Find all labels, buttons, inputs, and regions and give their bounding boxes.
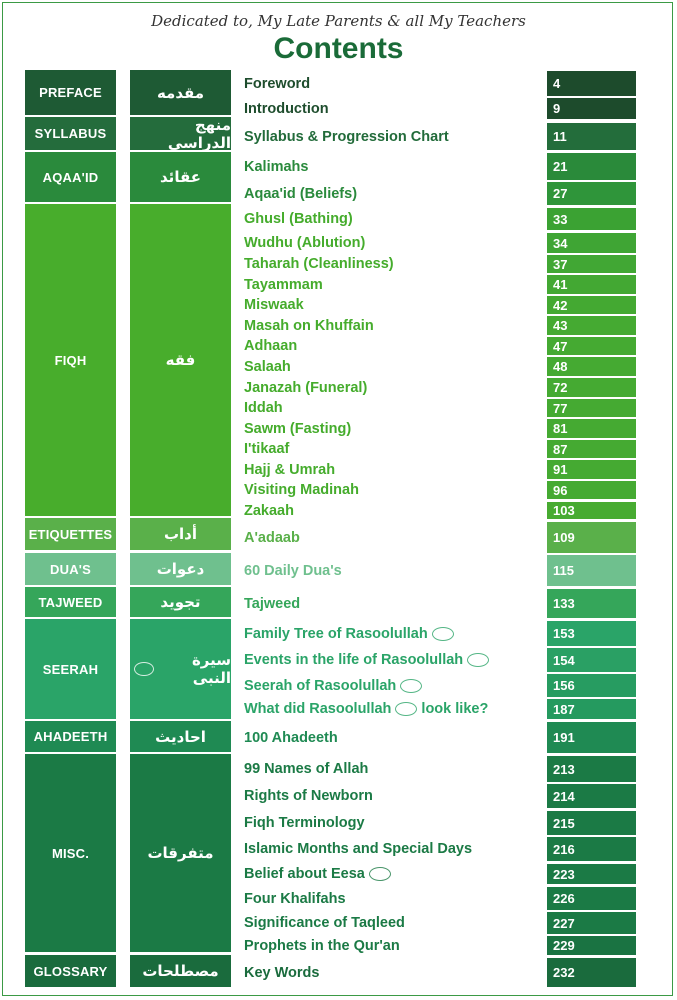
section-label: DUA'S	[25, 553, 116, 585]
toc-entry-title: Janazah (Funeral)	[244, 380, 368, 396]
page-number[interactable]: 215	[547, 811, 636, 835]
toc-entry-title: Islamic Months and Special Days	[244, 841, 473, 857]
toc-entry[interactable]	[244, 185, 357, 203]
toc-entry-title: Events in the life of Rasoolullah	[244, 652, 464, 668]
toc-entry[interactable]	[244, 440, 289, 458]
section-label-arabic: عقائد	[130, 152, 231, 202]
section-label-arabic: فقه	[130, 204, 231, 516]
page-number[interactable]: 216	[547, 837, 636, 861]
salutation-calligraphy-icon	[467, 653, 489, 667]
toc-entry-title: Masah on Khuffain	[244, 318, 374, 334]
section-label: TAJWEED	[25, 587, 116, 617]
toc-entry[interactable]	[244, 651, 493, 669]
page-number[interactable]: 153	[547, 621, 636, 646]
toc-entry-title: Kalimahs	[244, 159, 309, 175]
salutation-calligraphy-icon	[134, 662, 154, 676]
section-label: FIQH	[25, 204, 116, 516]
page-number[interactable]: 9	[547, 98, 636, 119]
section-label-arabic: مقدمه	[130, 70, 231, 115]
toc-entry-title: Belief about Eesa	[244, 866, 365, 882]
toc-entry[interactable]	[244, 840, 472, 858]
toc-entry[interactable]	[244, 317, 374, 335]
toc-entry[interactable]	[244, 865, 395, 883]
toc-entry[interactable]	[244, 399, 283, 417]
toc-entry-title: Miswaak	[244, 297, 304, 313]
toc-entry-title: Four Khalifahs	[244, 891, 346, 907]
page-number[interactable]: 4	[547, 71, 636, 96]
toc-entry[interactable]	[244, 158, 308, 176]
page-number[interactable]: 77	[547, 399, 636, 417]
page-number[interactable]: 226	[547, 887, 636, 910]
page-title: Contents	[273, 32, 404, 65]
toc-entry[interactable]	[244, 502, 294, 520]
toc-entry[interactable]	[244, 937, 400, 955]
toc-entry[interactable]	[244, 296, 304, 314]
toc-entry[interactable]	[244, 787, 373, 805]
toc-entry[interactable]	[244, 529, 300, 547]
toc-entry-title: Ghusl (Bathing)	[244, 211, 353, 227]
toc-entry[interactable]	[244, 337, 297, 355]
toc-entry[interactable]	[244, 128, 449, 146]
salutation-calligraphy-icon	[432, 627, 454, 641]
page-number[interactable]: 48	[547, 357, 636, 376]
page-number[interactable]: 41	[547, 275, 636, 294]
page-number[interactable]: 72	[547, 378, 636, 397]
toc-entry[interactable]	[244, 255, 394, 273]
toc-entry[interactable]	[244, 210, 353, 228]
page-number[interactable]: 37	[547, 255, 636, 273]
section-label: GLOSSARY	[25, 955, 116, 987]
toc-entry-title: Introduction	[244, 101, 329, 117]
page-number[interactable]: 47	[547, 337, 636, 355]
toc-entry-title: Salaah	[244, 359, 291, 375]
toc-entry-title: Adhaan	[244, 338, 298, 354]
toc-entry-title: Syllabus & Progression Chart	[244, 129, 449, 145]
toc-entry-title: Rights of Newborn	[244, 788, 373, 804]
toc-entry[interactable]	[244, 595, 300, 613]
toc-entry-title: What did Rasoolullah	[244, 701, 392, 717]
toc-entry[interactable]	[244, 100, 329, 118]
section-label-arabic: تجويد	[130, 587, 231, 617]
toc-entry[interactable]	[244, 814, 365, 832]
toc-entry[interactable]	[244, 379, 367, 397]
page-number[interactable]: 229	[547, 936, 636, 955]
section-label: ETIQUETTES	[25, 518, 116, 550]
section-label: SYLLABUS	[25, 117, 116, 150]
toc-entry-title: Wudhu (Ablution)	[244, 235, 366, 251]
toc-entry[interactable]	[244, 358, 291, 376]
toc-entry[interactable]	[244, 677, 426, 695]
toc-entry-title: Prophets in the Qur'an	[244, 938, 400, 954]
section-label-arabic: احاديث	[130, 721, 231, 752]
salutation-calligraphy-icon	[369, 867, 391, 881]
toc-entry-title: Seerah of Rasoolullah	[244, 678, 397, 694]
page-number[interactable]: 154	[547, 648, 636, 672]
page-number[interactable]: 11	[547, 123, 636, 150]
toc-entry[interactable]	[244, 729, 338, 747]
toc-entry[interactable]	[244, 75, 310, 93]
page-number[interactable]: 223	[547, 864, 636, 884]
page-number[interactable]: 96	[547, 481, 636, 499]
section-label-arabic: سيرة النبى	[130, 619, 231, 719]
toc-entry-title-suffix: look like?	[421, 701, 489, 717]
toc-entry-title: 99 Names of Allah	[244, 761, 369, 777]
section-label: AHADEETH	[25, 721, 116, 752]
toc-entry-title: Family Tree of Rasoolullah	[244, 626, 428, 642]
toc-entry-title: Key Words	[244, 965, 320, 981]
toc-entry[interactable]	[244, 964, 319, 982]
toc-entry[interactable]	[244, 700, 488, 718]
toc-entry-title: A'adaab	[244, 530, 300, 546]
dedication: Dedicated to, My Late Parents & all My Teachers	[151, 12, 526, 30]
toc-entry-title: 100 Ahadeeth	[244, 730, 338, 746]
toc-entry-title: Tajweed	[244, 596, 301, 612]
section-label-arabic: متفرقات	[130, 754, 231, 952]
toc-entry-title: Tayammam	[244, 277, 323, 293]
salutation-calligraphy-icon	[400, 679, 422, 693]
page-number[interactable]: 187	[547, 699, 636, 719]
page-number[interactable]: 109	[547, 522, 636, 553]
toc-entry[interactable]	[244, 562, 342, 580]
toc-entry[interactable]	[244, 760, 368, 778]
section-label: PREFACE	[25, 70, 116, 115]
toc-entry-title: Zakaah	[244, 503, 294, 519]
toc-entry[interactable]	[244, 234, 365, 252]
section-label: MISC.	[25, 754, 116, 952]
page-number[interactable]: 43	[547, 316, 636, 335]
page-number[interactable]: 214	[547, 784, 636, 808]
toc-entry-title: Taharah (Cleanliness)	[244, 256, 394, 272]
section-label-arabic: أداب	[130, 518, 231, 550]
page-number[interactable]: 103	[547, 502, 636, 519]
page-number[interactable]: 42	[547, 296, 636, 314]
page-number[interactable]: 115	[547, 555, 636, 586]
page-number[interactable]: 27	[547, 182, 636, 205]
toc-entry-title: Significance of Taqleed	[244, 915, 405, 931]
section-label-arabic: منهج الدراسى	[130, 117, 231, 150]
toc-entry-title: Hajj & Umrah	[244, 462, 336, 478]
salutation-calligraphy-icon	[395, 702, 417, 716]
page-number[interactable]: 21	[547, 153, 636, 180]
page-number[interactable]: 227	[547, 912, 636, 934]
toc-entry-title: Visiting Madinah	[244, 482, 359, 498]
toc-entry-title: Iddah	[244, 400, 283, 416]
toc-entry-title: Aqaa'id (Beliefs)	[244, 186, 358, 202]
toc-entry[interactable]	[244, 276, 323, 294]
section-label-arabic: دعوات	[130, 553, 231, 585]
page-number[interactable]: 213	[547, 756, 636, 782]
page-number[interactable]: 91	[547, 460, 636, 479]
section-label: SEERAH	[25, 619, 116, 719]
toc-entry[interactable]	[244, 625, 458, 643]
page-number[interactable]: 81	[547, 419, 636, 438]
toc-entry[interactable]	[244, 461, 335, 479]
toc-entry[interactable]	[244, 420, 351, 438]
toc-entry-title: Fiqh Terminology	[244, 815, 365, 831]
page-number[interactable]: 133	[547, 589, 636, 618]
page-number[interactable]: 232	[547, 958, 636, 987]
section-label-arabic: مصطلحات	[130, 955, 231, 987]
toc-entry[interactable]	[244, 890, 346, 908]
toc-entry-title: Foreword	[244, 76, 311, 92]
toc-entry[interactable]	[244, 481, 359, 499]
section-label: AQAA'ID	[25, 152, 116, 202]
page-number[interactable]: 156	[547, 674, 636, 697]
toc-entry-title: Sawm (Fasting)	[244, 421, 352, 437]
page-number[interactable]: 33	[547, 208, 636, 230]
toc-entry-title: 60 Daily Dua's	[244, 563, 342, 579]
toc-entry[interactable]	[244, 914, 405, 932]
toc-entry-title: I'tikaaf	[244, 441, 290, 457]
page-number[interactable]: 34	[547, 233, 636, 253]
page-number[interactable]: 191	[547, 722, 636, 753]
page-number[interactable]: 87	[547, 440, 636, 458]
